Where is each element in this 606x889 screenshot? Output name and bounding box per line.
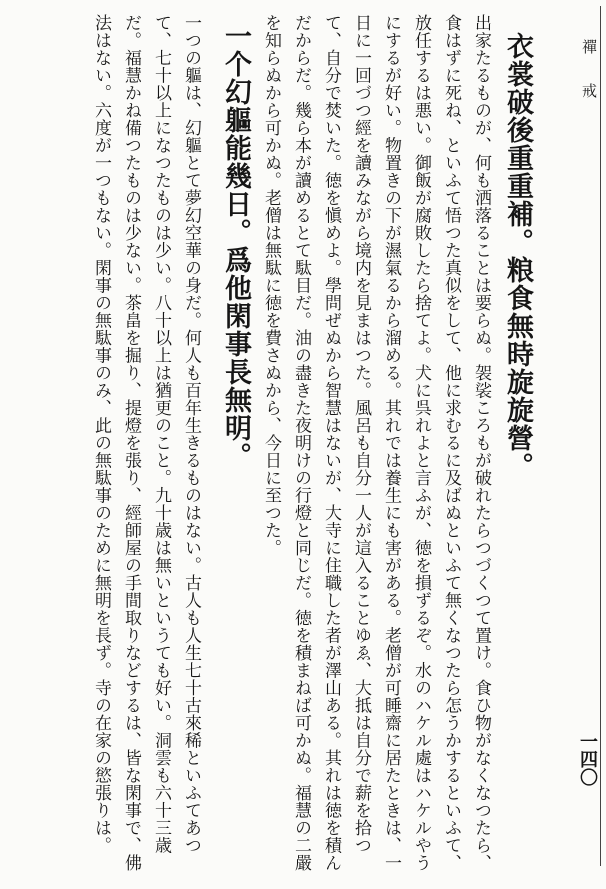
section-heading-1: 衣裳破後重重補。粮食無時旋旋營。 (502, 32, 533, 480)
running-section-title: 禪 戒 (580, 38, 598, 110)
vertical-text-body (8, 14, 538, 874)
section-body-2: 一つの軀は、幻軀とて夢幻空華の身だ。何人も百年生きるものはない。古人も人生七十古來稀といふてあつて、七十以上になつたものは少い。八十以上は猶更のこと。九十歳は無いというても好い。洞雲も六十三歳だ。福慧かね備つたものは少ない。茶畠を掘り、提燈を張り、經師屋の手間取りなどするは、皆な閑事で、佛法はない。六度が一つもない。閑事の無駄事のみ、此の無駄事のために無明を長ず。寺の在家の慾張りは。 (91, 14, 201, 872)
page-number: 一四〇 (577, 732, 598, 786)
section-heading-2: 一个幻軀能幾日。爲他閑事長無明。 (220, 22, 251, 470)
running-header (546, 0, 600, 889)
section-body-1: 出家たるものが、何も洒落ることは要らぬ。袈裟ころもが破れたらつづくつて置け。食ひ物がなくなつたら、食はずに死ね、といふて悟つた真似をして、他に求むるに及ばぬといふて無くなつたら怎うかするといふて、放任するは悪い。御飯が腐敗したら捨てよ。犬に呉れよと言ふが、徳を損ずるぞ。水のハケル處はハケルやうにするが好い。物置きの下が濕氣るから溜める。其れでは養生にも害がある。老僧が可睡齋に居たときは、一日に一回づつ經を讀みながら境内を見まはつた。風呂も自分一人が這入ることゆゑ、大抵は自分で薪を拾つて、自分で焚いた。徳を愼めよ。學問ぜぬから智慧はないが、大寺に住職した者が澤山ある。其れは徳を積んだからだ。幾ら本が讀めるとて駄目だ。油の盡きた夜明けの行燈と同じだ。徳を積まねば可かぬ。福慧の二嚴を知らぬから可かぬ。老僧は無駄に徳を費さぬから、今日に至つた。 (261, 14, 491, 872)
header-rule (600, 6, 601, 866)
